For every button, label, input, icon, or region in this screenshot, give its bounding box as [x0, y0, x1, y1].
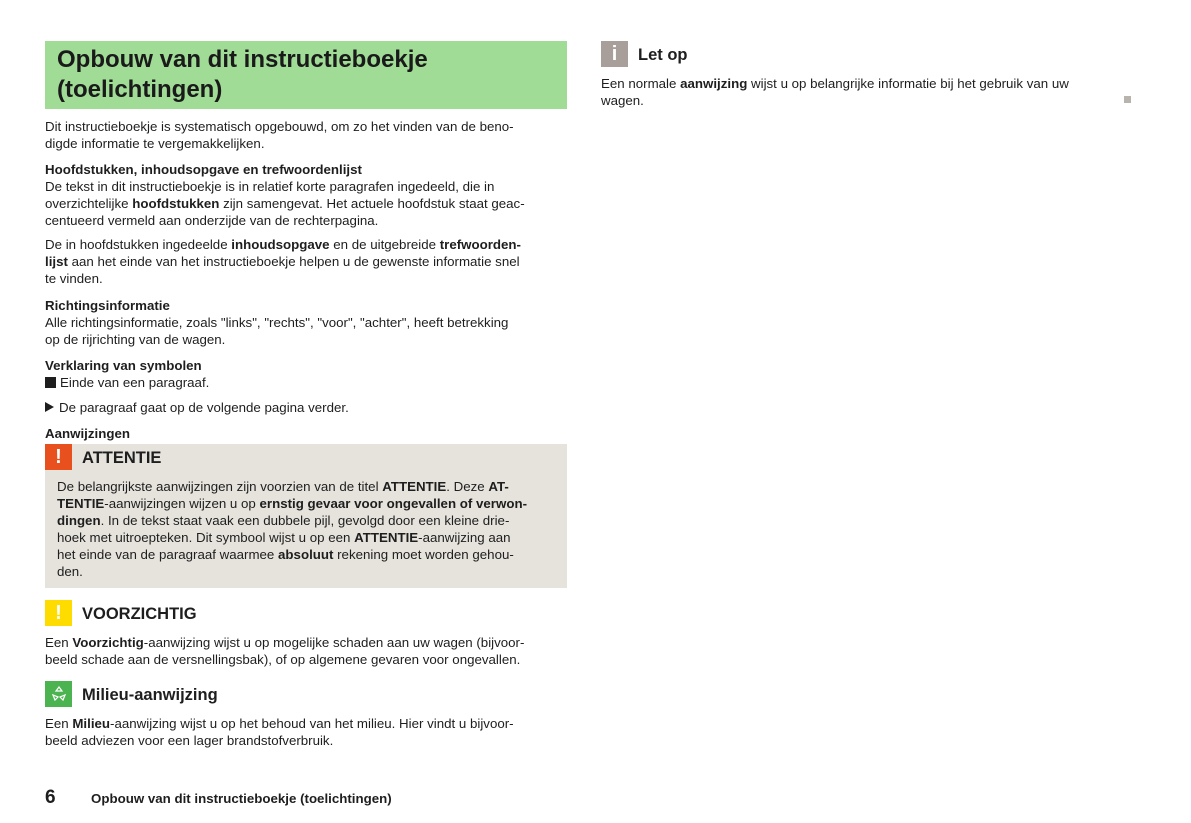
text-line [45, 212, 525, 229]
text: wijst u op belangrijke informatie bij het gebruik van uw [747, 76, 1069, 91]
direction-paragraph [45, 314, 508, 348]
text: De tekst in dit instructieboekje is in relatief korte paragrafen ingedeeld, die in [45, 179, 495, 194]
symbol-continue-text: De paragraaf gaat op de volgende pagina verder. [59, 400, 349, 415]
text: en de uitgebreide [329, 237, 440, 252]
text: op de rijrichting van de wagen. [45, 332, 226, 347]
text-line [57, 529, 527, 546]
text: Een [45, 716, 73, 731]
exclamation-icon: ! [45, 600, 72, 626]
section-title [45, 41, 567, 109]
chapters-heading: Hoofdstukken, inhoudsopgave en trefwoordenlijst [45, 162, 362, 177]
text: rekening moet worden gehou- [333, 547, 514, 562]
text-line [57, 478, 527, 495]
triangle-right-icon [45, 402, 54, 412]
milieu-text [45, 715, 514, 749]
text: digde informatie te vergemakkelijken. [45, 136, 265, 151]
text-line [45, 178, 525, 195]
text: beeld adviezen voor een lager brandstofverbruik. [45, 733, 334, 748]
text: . Deze [446, 479, 489, 494]
text: De in hoofdstukken ingedeelde [45, 237, 232, 252]
text-line [45, 118, 514, 135]
symbol-end-text: Einde van een paragraaf. [60, 375, 210, 390]
bold-text: Voorzichtig [72, 635, 144, 650]
text: den. [57, 564, 83, 579]
exclamation-icon: ! [45, 444, 72, 470]
text: Een normale [601, 76, 681, 91]
text: Alle richtingsinformatie, zoals "links", "rechts", "voor", "achter", heeft betrekking [45, 315, 509, 330]
text: De belangrijkste aanwijzingen zijn voorzien van de titel [57, 479, 383, 494]
chapters-paragraph-1 [45, 178, 525, 229]
text-line [57, 546, 527, 563]
bold-text: ernstig gevaar voor ongevallen of verwon- [259, 496, 527, 511]
direction-heading: Richtingsinformatie [45, 298, 170, 313]
text: hoek met uitroepteken. Dit symbool wijst u op een [57, 530, 355, 545]
text: wagen. [601, 93, 644, 108]
bold-text: dingen [57, 513, 101, 528]
bold-text: lijst [45, 254, 68, 269]
text: -aanwijzing aan [418, 530, 511, 545]
text: . In de tekst staat vaak een dubbele pijl, gevolgd door een kleine drie- [100, 513, 510, 528]
notes-heading: Aanwijzingen [45, 426, 130, 441]
text-line [45, 135, 514, 152]
end-of-section-icon [1124, 96, 1131, 103]
text: te vinden. [45, 271, 103, 286]
text-line [57, 495, 527, 512]
text-line [57, 512, 527, 529]
text-line [45, 195, 525, 212]
attentie-text [57, 478, 527, 580]
intro-paragraph [45, 118, 514, 152]
milieu-title: Milieu-aanwijzing [82, 686, 218, 704]
bold-text: TENTIE [57, 496, 105, 511]
text: Dit instructieboekje is systematisch opgebouwd, om zo het vinden van de beno- [45, 119, 514, 134]
text-line [45, 236, 521, 253]
voorzichtig-text [45, 634, 524, 668]
text: centueerd vermeld aan onderzijde van de rechterpagina. [45, 213, 379, 228]
footer-chapter: Opbouw van dit instructieboekje (toelichtingen) [91, 791, 392, 806]
text: aan het einde van het instructieboekje helpen u de gewenste informatie snel [67, 254, 520, 269]
symbol-continue [45, 399, 349, 416]
text: overzichtelijke [45, 196, 133, 211]
text: -aanwijzing wijst u op mogelijke schaden aan uw wagen (bijvoor- [143, 635, 525, 650]
symbols-heading: Verklaring van symbolen [45, 358, 202, 373]
page-number: 6 [45, 787, 56, 808]
bold-text: inhoudsopgave [231, 237, 330, 252]
title-line: (toelichtingen) [57, 76, 223, 103]
bold-text: ATTENTIE [382, 479, 447, 494]
text: -aanwijzingen wijzen u op [104, 496, 260, 511]
bold-text: trefwoorden- [439, 237, 521, 252]
bold-text: absoluut [278, 547, 334, 562]
text-line [45, 732, 514, 749]
text: zijn samengevat. Het actuele hoofdstuk staat geac- [219, 196, 525, 211]
chapters-paragraph-2 [45, 236, 521, 287]
voorzichtig-title: VOORZICHTIG [82, 605, 197, 623]
text-line [57, 563, 527, 580]
text: -aanwijzing wijst u op het behoud van het milieu. Hier vindt u bijvoor- [110, 716, 514, 731]
letop-title: Let op [638, 46, 688, 64]
text-line [45, 634, 524, 651]
attentie-title: ATTENTIE [82, 449, 162, 467]
text-line [45, 715, 514, 732]
letop-text [601, 75, 1069, 109]
bold-text: ATTENTIE [354, 530, 419, 545]
bold-text: hoofdstukken [132, 196, 220, 211]
text-line [45, 270, 521, 287]
recycle-icon [45, 681, 72, 707]
text-line [45, 253, 521, 270]
text-line [601, 92, 1069, 109]
bold-text: AT- [488, 479, 509, 494]
info-icon: i [601, 41, 628, 67]
end-square-icon [45, 377, 56, 388]
text: Een [45, 635, 73, 650]
title-line: Opbouw van dit instructieboekje [57, 46, 428, 73]
text-line [45, 651, 524, 668]
text: beeld schade aan de versnellingsbak), of op algemene gevaren voor ongevallen. [45, 652, 521, 667]
text-line [45, 331, 508, 348]
bold-text: aanwijzing [680, 76, 748, 91]
text-line [601, 75, 1069, 92]
text-line [45, 314, 508, 331]
bold-text: Milieu [72, 716, 111, 731]
symbol-end-paragraph [45, 374, 209, 391]
text: het einde van de paragraaf waarmee [57, 547, 279, 562]
